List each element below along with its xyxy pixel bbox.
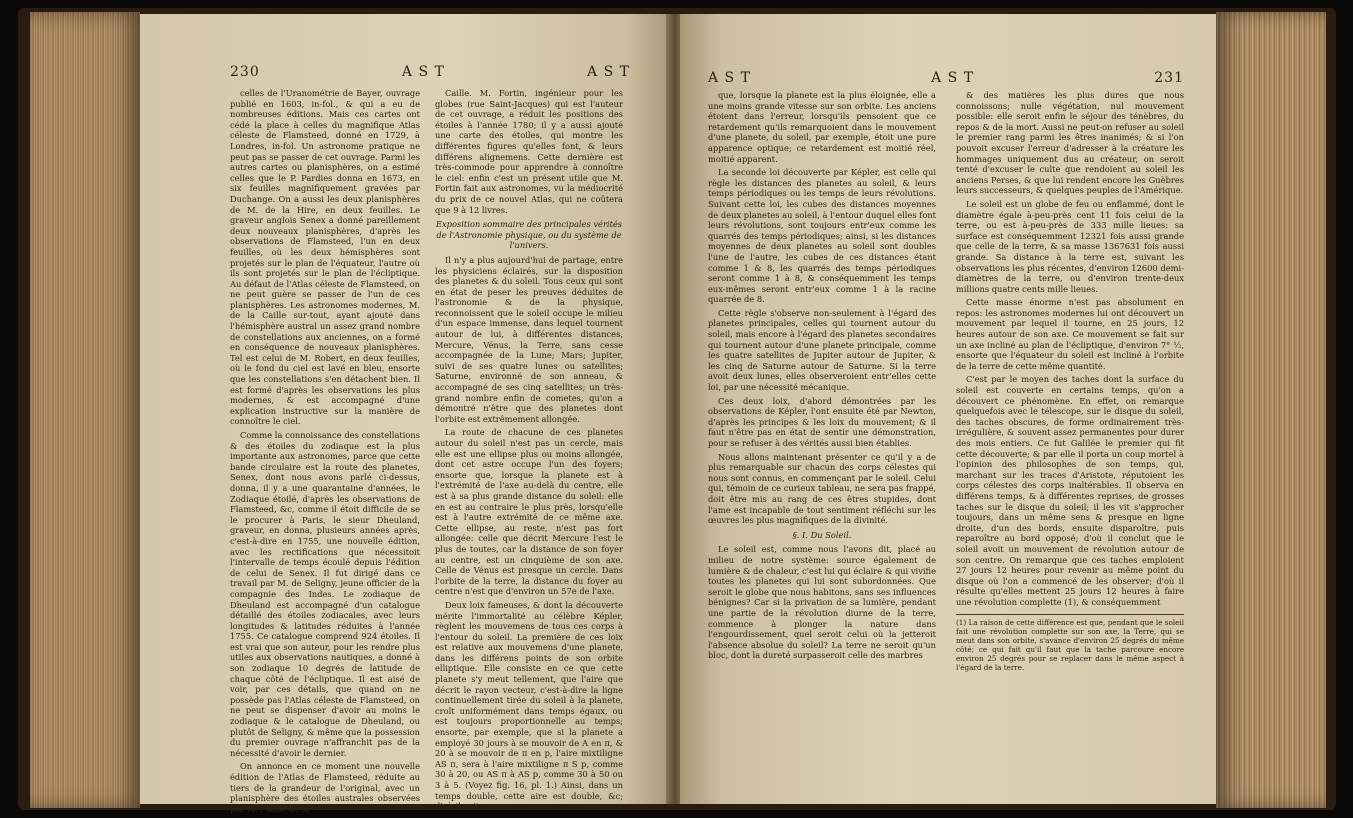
left-column-2 [435, 88, 623, 815]
paragraph: Cette règle s'observe non-seulement à l'égard des planetes principales, celles qui tournent autour du soleil, mais encore à l'égard des planetes secondaires qui tournent autour d'une planete principale, comme les quatre satellites de Jupiter autour de Jupiter, & les cinq de Saturne autour de Saturne. Si la terre avoit deux lunes, elles observeroient entr'elles cette loi, par une nécessité mécanique. [708, 307, 936, 393]
left-running-head [230, 64, 630, 80]
paragraph: Cette masse énorme n'est pas absolument en repos: les astronomes modernes lui ont découvert un mouvement par lequel il tourne, en 25 jours, 12 heures autour de son axe. Ce mouvement se fait sur un axe incliné au plan de l'écliptique, d'environ 7° ½, ensorte que l'équateur du soleil est incliné à l'orbite de la terre de cette même quantité. [956, 297, 1184, 371]
running-head-left: A S T [401, 64, 445, 80]
running-head-right: A S T [931, 70, 975, 86]
right-page [680, 14, 1216, 804]
running-head-left: A S T [708, 70, 751, 86]
paragraph: Il n'y a plus aujourd'hui de partage, entre les physiciens éclairés, sur la disposition des planetes & du soleil. Tous ceux qui sont en état de peser les preuves déduites de l'astronomie & de la physique, reconnoissent que le soleil occupe le milieu d'un espace immense, dans lequel tournent autour de lui, à différentes distances, Mercure, Vénus, la Terre, sans cesse accompagnée de la Lune; Mars; Jupiter, suivi de ses quatre lunes ou satellites; Saturne, environné de son anneau, & accompagné de ses cinq satellites; un très-grand nombre enfin de cometes, qu'on a démontré n'être que des planetes dont l'orbite est extrêmement allongée. [435, 254, 623, 424]
paragraph: On annonce en ce moment une nouvelle édition de l'Atlas de Flamsteed, réduite au tiers de la grandeur de l'original, avec un planisphère des étoiles australes observées par M. l'abbé de la [230, 761, 420, 814]
paragraph: Le soleil est, comme nous l'avons dit, placé au milieu de notre système: source également de lumière & de chaleur, c'est lui qui éclaire & qui vivifie toutes les planetes qui lui sont subordonnées. Que seroit le globe que nous habitons, sans ses influences bénignes? Car si la privation de sa lumière, pendant une partie de la révolution diurne de la terre, commence à plonger la nature dans l'engourdissement, quel seroit celui où la jetteroit l'absence absolue du soleil? La terre ne seroit qu'un bloc, dont la dureté surpasseroit celle des marbres [708, 544, 936, 661]
paragraph: que, lorsque la planete est la plus éloignée, elle a une moins grande vitesse sur son orbite. Les anciens étoient dans l'erreur, lorsqu'ils pensoient que ce retardement qu'ils remarquoient dans le mouvement d'une planete, du soleil, par exemple, étoit une pure apparence optique; ce retardement est moitié réel, moitié apparent. [708, 90, 936, 164]
right-running-head [708, 70, 1184, 86]
paragraph: Deux loix fameuses, & dont la découverte mérite l'immortalité au célèbre Képler, règlent les mouvemens de tous ces corps à l'entour du soleil. La première de ces loix est relative aux mouvemens d'une planete, dans les différens points de son orbite elliptique. Elle consiste en ce que cette planete s'y meut tellement, que l'aire que décrit le rayon vecteur, c'est-à-dire la ligne continuellement tirée du soleil à la planete, croît uniformément dans temps égaux, ou est toujours proportionnelle au temps; ensorte, par exemple, que si la planete a employé 30 jours à se mouvoir de A en π, & 20 à se mouvoir de π en p, l'aire mixtiligne AS π, sera à l'aire mixtiligne π S p, comme 30 à 20, ou AS π à AS p, comme 30 à 50 ou 3 à 5. (Voyez fig. 16, pl. 1.) Ainsi, dans un temps double, cette aire est double, &c; d'où il suit [435, 599, 623, 812]
right-column-1 [708, 90, 936, 664]
page-number: 230 [230, 64, 260, 80]
paragraph: La seconde loi découverte par Képler, est celle qui règle les distances des planetes au soleil, & leurs temps périodiques ou les temps de leurs révolutions. Suivant cette loi, les cubes des distances moyennes de deux planetes au soleil, à l'entour duquel elles font leurs révolutions, sont toujours entr'eux comme les quarrés des temps périodiques; ainsi, si les distances moyennes de deux planetes au soleil sont doubles l'une de l'autre, les cubes de ces distances étant comme 1 & 8, les quarrés des temps périodiques seront comme 1 à 8, & conséquemment les temps eux-mêmes seront entr'eux comme 1 à la racine quarrée de 8. [708, 167, 936, 305]
running-head-right: A S T [587, 64, 630, 80]
right-column-2 [956, 90, 1184, 672]
left-page [140, 14, 670, 814]
paragraph: Nous allons maintenant présenter ce qu'il y a de plus remarquable sur chacun des corps célestes qui nous sont connus, en commençant par le soleil. Celui qui, témoin de ce curieux tableau, ne sera pas frappé, doit être mis au rang de ces êtres stupides, dont l'ame est incapable de tout sentiment réfléchi sur les œuvres les plus magnifiques de la divinité. [708, 451, 936, 526]
paragraph: C'est par le moyen des taches dont la surface du soleil est couverte en certains temps, qu'on a découvert ce phénomène. En effet, on remarque quelquefois avec le télescope, sur le disque du soleil, des taches obscures, de forme ordinairement très-irrégulière, & souvent assez permanentes pour durer des mois entiers. Ce fut Galilée le premier qui fit cette découverte; & par elle il porta un coup mortel à l'opinion des philosophes de son temps, qui, marchant sur les traces d'Aristote, réputoient les corps célestes des corps inaltérables. Il observa en différens temps, & à différentes reprises, de grosses taches sur le disque du soleil; il les vit s'approcher toujours, dans un même sens & presque en ligne droite, d'un des bords, ensuite disparoître, puis reparoître au bord opposé; d'où il conclut que le soleil avoit un mouvement de révolution autour de son centre. On remarque que ces taches emploient 27 jours 12 heures pour revenir au même point du disque où l'on a commencé de les observer; d'où il résulte qu'elles mettent 25 jours 12 heures à faire une révolution complette (1), & conséquemment [956, 374, 1184, 607]
left-column-1 [230, 88, 420, 817]
page-number: 231 [1154, 70, 1184, 86]
paragraph: Comme la connoissance des constellations & des étoiles du zodiaque est la plus importante aux astronomes, parce que cette bande circulaire est la route des planetes, Senex, dont nous avons parlé ci-dessus, donna, il y a une quarantaine d'années, le Zodiaque étoilé, d'après les observations de Flamsteed, &c, comme il étoit difficile de se le procurer à Paris, le sieur Dheuland, graveur, en donna, plusieurs années après, c'est-à-dire en 1755, une nouvelle édition, avec les rectifications que nécessitoit l'intervalle de temps écoulé depuis l'édition de celui de Senex. Il fut dirigé dans ce travail par M. de Seligny, jeune officier de la compagnie des Indes. Le zodiaque de Dheuland est accompagné d'un catalogue détaillé des étoiles zodiacales, avec leurs longitudes & latitudes réduites à l'année 1755. Ce catalogue comprend 924 étoiles. Il est vrai que son auteur, pour les rendre plus utiles aux observations nautiques, a donné à son zodiaque 10 degrés de latitude de chaque côté de l'écliptique. Il est aisé de voir, par ces détails, que quand on ne possède pas l'Atlas céleste de Flamsteed, on ne peut se dispenser d'avoir au moins le zodiaque & le catalogue de Dheuland, ou plutôt de Seligny, & même que la possession du premier ouvrage n'affranchit pas de la nécessité d'avoir le dernier. [230, 430, 420, 758]
paragraph: La route de chacune de ces planetes autour du soleil n'est pas un cercle, mais elle est une ellipse plus ou moins allongée, dont cet astre occupe l'un des foyers; ensorte que, lorsque la planete est à l'extrémité de l'axe au-delà du centre, elle est à sa plus grande distance du soleil: elle en est au contraire le plus près, lorsqu'elle est à l'autre extrémité de ce même axe. Cette ellipse, au reste, n'est pas fort allongée: celle que décrit Mercure l'est le plus de toutes, car la distance de son foyer au centre, est un cinquième de son axe. Celle de Vénus est presque un cercle. Dans l'orbite de la terre, la distance du foyer au centre n'est que d'environ un 57e de l'axe. [435, 427, 623, 597]
subsection-heading: §. I. Du Soleil. [792, 529, 852, 540]
section-heading: Exposition sommaire des principales vérités de l'Astronomie physique, ou du système de l'univers. [435, 219, 623, 251]
paragraph: Caille. M. Fortin, ingénieur pour les globes (rue Saint-Jacques) qui est l'auteur de cet ouvrage, a réduit les positions des étoiles à l'année 1780; il y a aussi ajouté une carte des étoiles, qui montre les différentes figures qu'elles font, & leurs différens alignemens. Cette dernière est très-commode pour apprendre à connoître le ciel: enfin c'est un présent utile que M. Fortin fait aux astronomes, vu la médiocrité du prix de ce nouvel Atlas, qui ne coûtera que 9 à 12 livres. [435, 88, 623, 215]
paragraph: Ces deux loix, d'abord démontrées par les observations de Képler, l'ont ensuite été par Newton, d'après les principes & les loix du mouvement; & il faut n'être pas en état de sentir une démonstration, pour se refuser à des vérités aussi bien établies. [708, 395, 936, 448]
left-page-edges [30, 12, 140, 808]
right-page-edges [1216, 12, 1326, 808]
paragraph: celles de l'Uranométrie de Bayer, ouvrage publié en 1603, in-fol., & qui a eu de nombreuses éditions. Mais ces cartes ont cédé la place à celles du magnifique Atlas céleste de Flamsteed, donné en 1729, à Londres, in-fol. Un astronome pratique ne peut pas se passer de cet ouvrage. Parmi les autres cartes ou planisphères, on a estimé celles que le P. Pardies donna en 1673, en six feuilles magnifiquement gravées par Duchange. On a aussi les deux planisphères de M. de la Hire, en deux feuilles. Le graveur anglois Senex a donné pareillement deux nouveaux planisphères, d'après les observations de Flamsteed, l'un en deux feuilles, où les deux hémisphères sont projetés sur le plan de l'équateur, l'autre où ils sont projetés sur le plan de l'écliptique. Au défaut de l'Atlas céleste de Flamsteed, on ne peut guère se passer de l'un de ces planisphères. Les astronomes modernes, M. de la Caille sur-tout, ayant ajouté dans l'hémisphère austral un assez grand nombre de constellations aux anciennes, on a formé en conséquence de nouveaux planisphères. Tel est celui de M. Robert, en deux feuilles, où le fond du ciel est lavé en bleu, ensorte que les constellations s'en détachent bien. Il est formé d'après les observations les plus modernes, & est accompagné d'une explication instructive sur la manière de connoître le ciel. [230, 88, 420, 427]
footnote: (1) La raison de cette différence est que, pendant que le soleil fait une révolution complette sur son axe, la Terre, qui se meut dans son orbite, s'avance d'environ 25 degrés du même côté; ce qui fait qu'il faut que la tache parcoure encore environ 25 degrés pour se replacer dans le même aspect à l'égard de la terre. [956, 614, 1184, 672]
paragraph: & des matières les plus dures que nous connoissons; nulle végétation, nul mouvement possible: elle seroit enfin le séjour des ténèbres, du repos & de la mort. Aussi ne peut-on refuser au soleil le premier rang parmi les êtres inanimés; & si l'on pouvoit excuser l'erreur d'adresser à la créature les hommages uniquement dus au créateur, on seroit tenté d'excuser le culte que rendoient au soleil les anciens Perses, & que lui rendent encore les Guèbres leurs successeurs, & quelques peuples de l'Amérique. [956, 90, 1184, 196]
paragraph: Le soleil est un globe de feu ou enflammé, dont le diamètre égale à-peu-près cent 11 fois celui de la terre, ou est à-peu-près de 333 mille lieues: sa surface est conséquemment 12321 fois aussi grande que celle de la terre, & sa masse 1367631 fois aussi grande. Sa distance à la terre est, suivant les observations les plus récentes, d'environ 12600 demi-diamètres de la terre, ou d'environ trente-deux millions quatre cents mille lieues. [956, 198, 1184, 294]
